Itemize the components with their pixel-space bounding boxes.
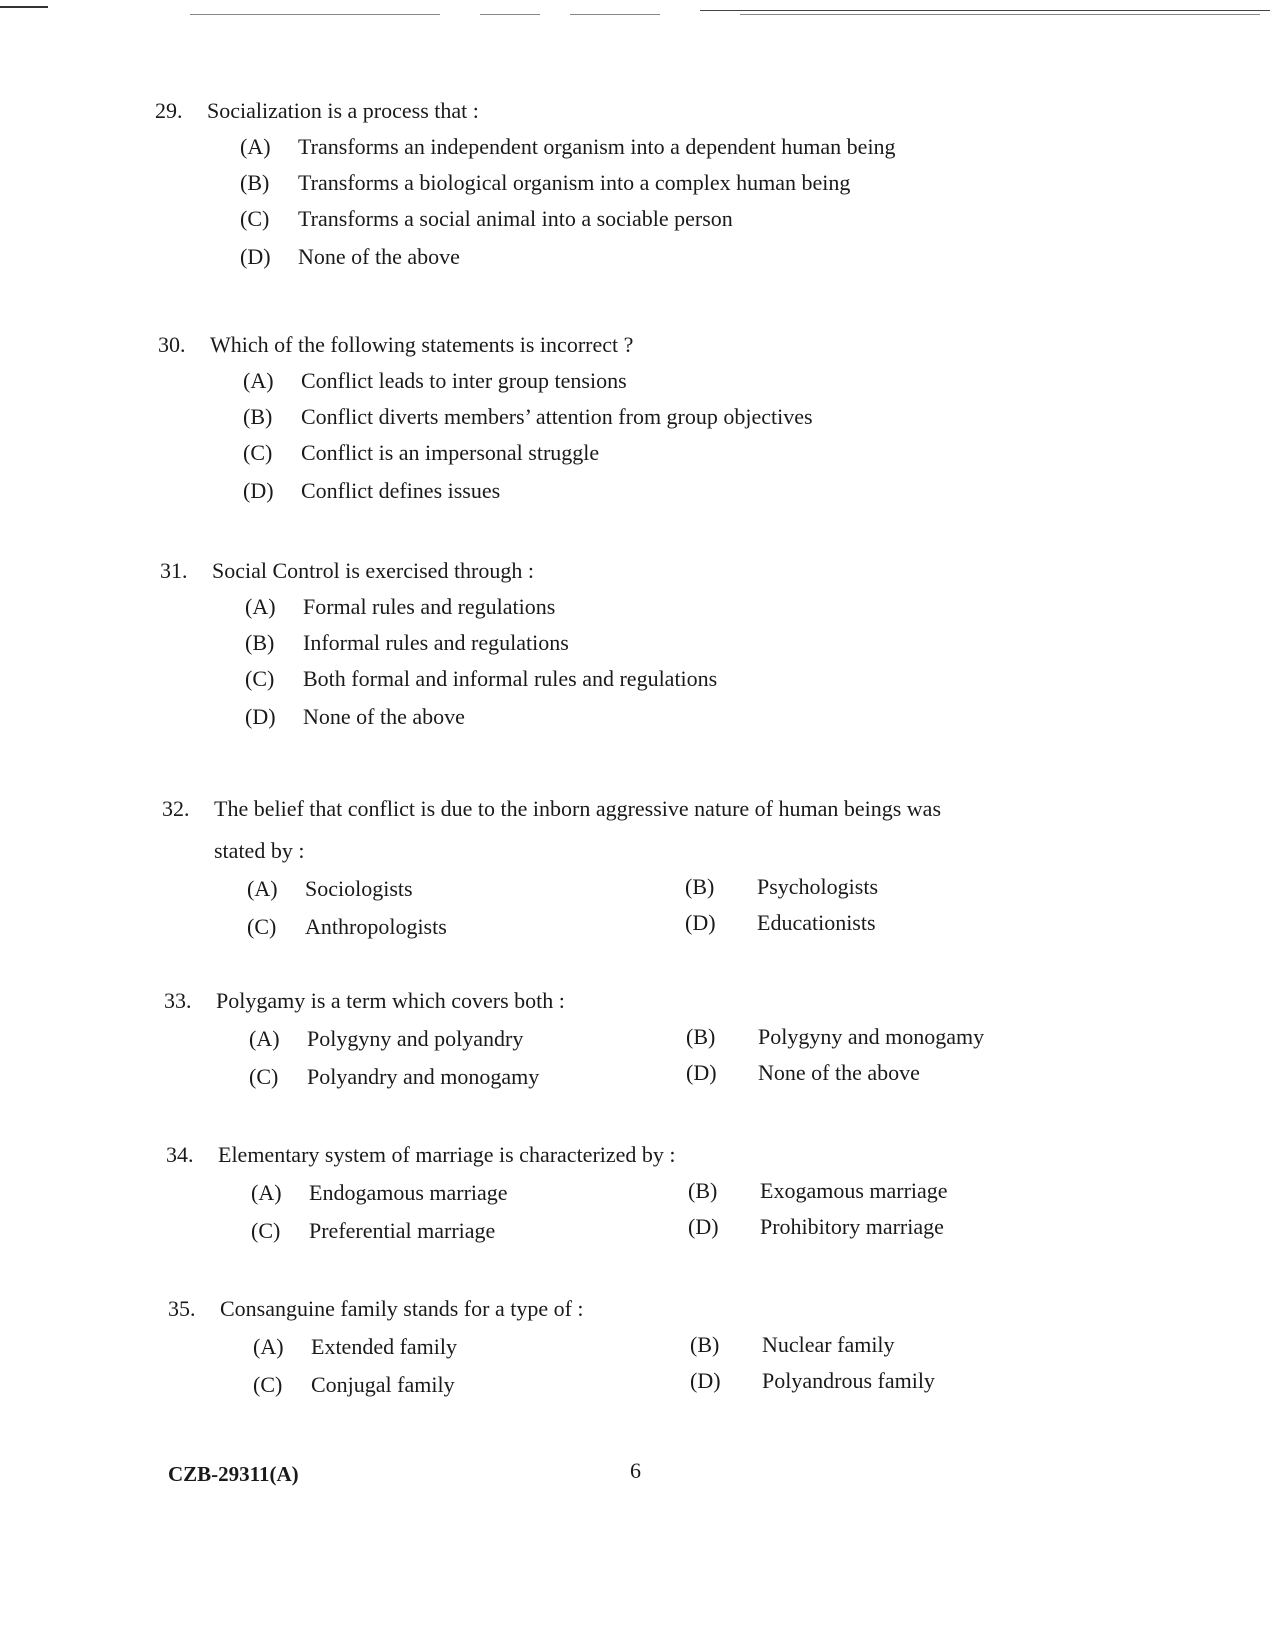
question-number: 33. <box>164 988 192 1013</box>
question-text: Socialization is a process that : <box>207 98 479 123</box>
option-letter: (B) <box>245 630 275 655</box>
option-letter: (D) <box>245 704 276 729</box>
option-text: Extended family <box>311 1334 458 1359</box>
option-letter: (A) <box>240 134 271 159</box>
option-text: Polyandry and monogamy <box>307 1064 540 1089</box>
option-text: Preferential marriage <box>309 1218 496 1243</box>
option-letter: (B) <box>690 1332 720 1357</box>
option-text: Conflict is an impersonal struggle <box>301 440 600 465</box>
option-text: None of the above <box>758 1060 920 1085</box>
question-34 <box>166 1144 1176 1254</box>
option-text: Polyandrous family <box>762 1368 935 1393</box>
header-rule <box>570 14 660 15</box>
question-29 <box>155 100 1155 280</box>
option-letter: (C) <box>251 1218 281 1243</box>
option-letter: (D) <box>686 1060 717 1085</box>
option-letter: (B) <box>686 1024 716 1049</box>
header-rule <box>190 14 440 15</box>
header-rule <box>700 10 1270 11</box>
question-number: 31. <box>160 558 188 583</box>
option-letter: (D) <box>240 244 271 269</box>
question-text: Which of the following statements is incorrect ? <box>210 332 634 357</box>
option-letter: (C) <box>245 666 275 691</box>
option-letter: (B) <box>240 170 270 195</box>
header-rule <box>740 14 1260 15</box>
option-letter: (A) <box>251 1180 282 1205</box>
question-number: 30. <box>158 332 186 357</box>
question-text-line2: stated by : <box>214 838 305 863</box>
option-text: Transforms a social animal into a sociable person <box>298 206 733 231</box>
question-text: Polygamy is a term which covers both : <box>216 988 565 1013</box>
paper-code: CZB-29311(A) <box>168 1462 299 1486</box>
page-number: 6 <box>630 1458 641 1483</box>
question-number: 32. <box>162 796 190 821</box>
option-text: Exogamous marriage <box>760 1178 948 1203</box>
question-31 <box>160 560 1160 740</box>
option-text: Conflict leads to inter group tensions <box>301 368 627 393</box>
question-33 <box>164 990 1174 1100</box>
question-number: 29. <box>155 98 183 123</box>
option-text: Prohibitory marriage <box>760 1214 944 1239</box>
option-text: Endogamous marriage <box>309 1180 508 1205</box>
option-letter: (B) <box>243 404 273 429</box>
option-text: Psychologists <box>757 874 879 899</box>
option-letter: (D) <box>688 1214 719 1239</box>
option-text: Conflict diverts members’ attention from group objectives <box>301 404 813 429</box>
option-text: Transforms a biological organism into a complex human being <box>298 170 851 195</box>
question-text: Consanguine family stands for a type of : <box>220 1296 584 1321</box>
option-text: Polygyny and monogamy <box>758 1024 985 1049</box>
option-letter: (D) <box>690 1368 721 1393</box>
option-letter: (B) <box>688 1178 718 1203</box>
header-rule <box>480 14 540 15</box>
option-text: Conflict defines issues <box>301 478 501 503</box>
option-text: Formal rules and regulations <box>303 594 556 619</box>
option-letter: (B) <box>685 874 715 899</box>
question-text: Elementary system of marriage is characterized by : <box>218 1142 676 1167</box>
option-text: Polygyny and polyandry <box>307 1026 524 1051</box>
option-text: None of the above <box>298 244 460 269</box>
option-letter: (A) <box>245 594 276 619</box>
question-text: The belief that conflict is due to the inborn aggressive nature of human beings was <box>214 796 942 821</box>
question-35 <box>168 1298 1178 1408</box>
option-text: Both formal and informal rules and regulations <box>303 666 718 691</box>
option-letter: (A) <box>243 368 274 393</box>
question-number: 35. <box>168 1296 196 1321</box>
option-letter: (D) <box>243 478 274 503</box>
header-rule <box>0 6 48 8</box>
option-text: Nuclear family <box>762 1332 895 1357</box>
option-letter: (C) <box>243 440 273 465</box>
option-text: None of the above <box>303 704 465 729</box>
question-number: 34. <box>166 1142 194 1167</box>
question-30 <box>158 334 1158 514</box>
question-32 <box>162 798 1172 938</box>
option-text: Educationists <box>757 910 876 935</box>
option-letter: (C) <box>253 1372 283 1397</box>
option-text: Anthropologists <box>305 914 447 939</box>
option-letter: (D) <box>685 910 716 935</box>
option-letter: (A) <box>247 876 278 901</box>
question-text: Social Control is exercised through : <box>212 558 534 583</box>
option-letter: (C) <box>240 206 270 231</box>
option-letter: (C) <box>249 1064 279 1089</box>
option-text: Sociologists <box>305 876 413 901</box>
option-letter: (C) <box>247 914 277 939</box>
option-letter: (A) <box>249 1026 280 1051</box>
option-text: Conjugal family <box>311 1372 455 1397</box>
option-text: Transforms an independent organism into a dependent human being <box>298 134 896 159</box>
option-letter: (A) <box>253 1334 284 1359</box>
option-text: Informal rules and regulations <box>303 630 569 655</box>
